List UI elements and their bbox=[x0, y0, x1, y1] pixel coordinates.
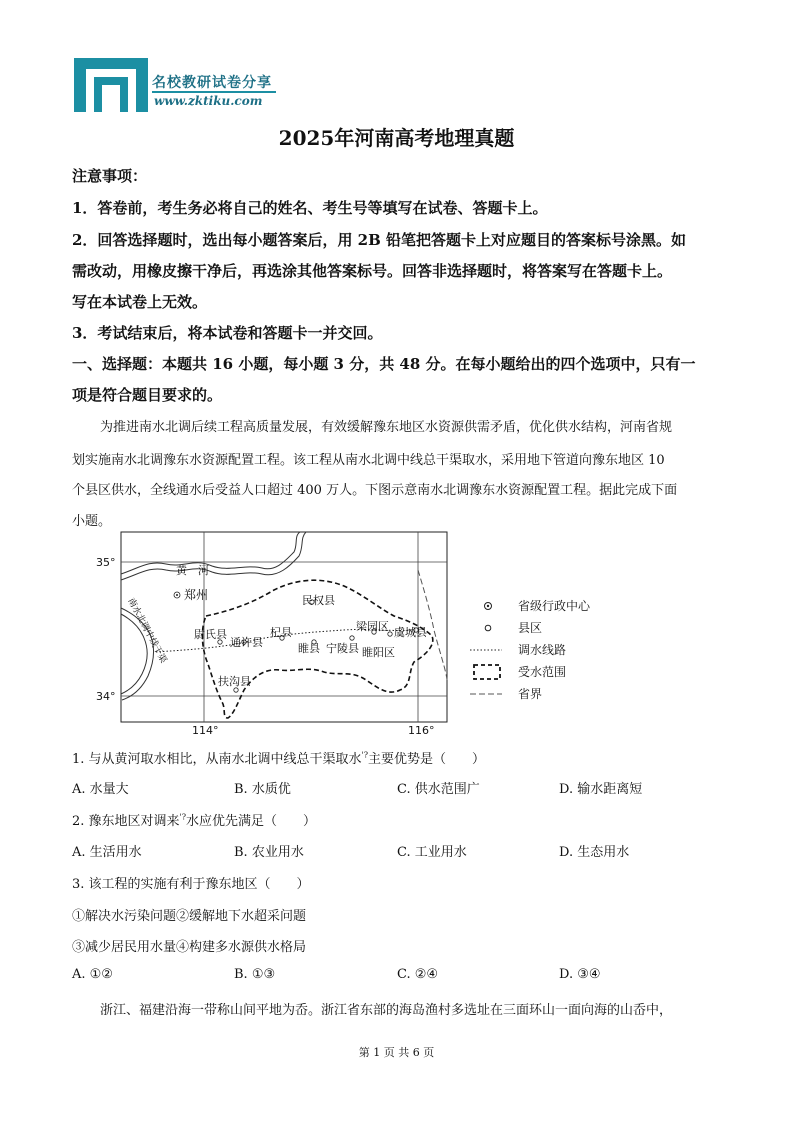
question-1-option-b: B. 水质优 bbox=[234, 782, 291, 797]
question-2-option-a: A. 生活用水 bbox=[72, 845, 142, 860]
county-circle-icon bbox=[468, 620, 502, 636]
dotted-line-icon bbox=[468, 642, 502, 658]
dash-line-icon bbox=[468, 686, 502, 702]
section-heading: 项是符合题目要求的。 bbox=[72, 386, 223, 404]
passage-line: 小题。 bbox=[72, 514, 112, 529]
passage-2-line: 浙江、福建沿海一带称山间平地为岙。浙江省东部的海岛渔村多选址在三面环山一面向海的山岙中， bbox=[100, 1003, 673, 1018]
question-3-option-d: D. ③④ bbox=[559, 967, 601, 982]
suiyang-label: 睢阳区 bbox=[362, 646, 395, 659]
tongxu-label: 通许县 bbox=[230, 636, 263, 649]
notice-line: 3．考试结束后，将本试卷和答题卡一并交回。 bbox=[72, 324, 383, 342]
notice-line: 写在本试卷上无效。 bbox=[72, 293, 208, 311]
question-1-option-c: C. 供水范围广 bbox=[397, 782, 480, 797]
yellow-river-label: 黄 河 bbox=[176, 564, 209, 577]
lon-114-label: 114° bbox=[192, 724, 219, 737]
notice-line: 1．答卷前，考生务必将自己的姓名、考生号等填写在试卷、答题卡上。 bbox=[72, 199, 548, 217]
lat-34-label: 34° bbox=[96, 690, 116, 703]
question-1-option-a: A. 水量大 bbox=[72, 782, 129, 797]
dashed-box-icon bbox=[468, 664, 502, 680]
water-project-map bbox=[94, 530, 454, 740]
logo-emblem bbox=[74, 58, 148, 112]
question-3-option-a: A. ①② bbox=[72, 967, 113, 982]
exam-title: 2025年河南高考地理真题 bbox=[278, 126, 515, 150]
notice-line: 需改动，用橡皮擦干净后，再选涂其他答案标号。回答非选择题时，将答案写在答题卡上。 bbox=[72, 262, 673, 280]
section-heading: 一、选择题：本题共 16 小题，每小题 3 分，共 48 分。在每小题给出的四个选项中，只有一 bbox=[72, 355, 696, 373]
logo-divider bbox=[152, 91, 276, 93]
zhengzhou-label: 郑州 bbox=[184, 588, 209, 602]
capital-dot-icon bbox=[468, 598, 502, 614]
qixian-label: 杞县 bbox=[270, 626, 292, 639]
passage-line: 划实施南水北调豫东水资源配置工程。该工程从南水北调中线总干渠取水，采用地下管道向豫东地区 10 bbox=[72, 453, 665, 468]
notice-heading: 注意事项： bbox=[72, 167, 148, 185]
passage-line: 个县区供水，全线通水后受益人口超过 400 万人。下图示意南水北调豫东水资源配置工程。据此完成下面 bbox=[72, 483, 678, 498]
map-legend: 省级行政中心 县区 调水线路 受水范围 省界 bbox=[468, 596, 628, 706]
fugou-label: 扶沟县 bbox=[218, 675, 251, 688]
lat-35-label: 35° bbox=[96, 556, 116, 569]
question-2-option-d: D. 生态用水 bbox=[559, 845, 630, 860]
question-2-stem: 2. 豫东地区对调来'?水应优先满足（ ） bbox=[72, 812, 317, 829]
question-3-items: ①解决水污染问题②缓解地下水超采问题 bbox=[72, 909, 307, 924]
lon-116-label: 116° bbox=[408, 724, 435, 737]
publisher-logo bbox=[74, 58, 276, 112]
question-2-option-c: C. 工业用水 bbox=[397, 845, 467, 860]
page-footer: 第 1 页 共 6 页 bbox=[358, 1046, 435, 1059]
question-3-option-c: C. ②④ bbox=[397, 967, 439, 982]
weishi-label: 尉氏县 bbox=[194, 628, 227, 641]
question-1-option-d: D. 输水距离短 bbox=[559, 782, 643, 797]
suixian-label: 睢县 bbox=[298, 642, 320, 655]
question-3-option-b: B. ①③ bbox=[234, 967, 276, 982]
minquan-label: 民权县 bbox=[302, 594, 335, 607]
ningling-label: 宁陵县 bbox=[326, 642, 359, 655]
question-3-items: ③减少居民用水量④构建多水源供水格局 bbox=[72, 940, 307, 955]
logo-name: 名校教研试卷分享 bbox=[152, 75, 272, 91]
liangyuan-label: 梁园区 bbox=[356, 620, 389, 633]
notice-line: 2．回答选择题时，选出每小题答案后，用 2B 铅笔把答题卡上对应题目的答案标号涂黑。如 bbox=[72, 231, 687, 249]
question-1-stem: 1. 与从黄河取水相比，从南水北调中线总干渠取水'?主要优势是（ ） bbox=[72, 750, 486, 767]
question-3-stem: 3. 该工程的实施有利于豫东地区（ ） bbox=[72, 877, 310, 892]
passage-line: 为推进南水北调后续工程高质量发展，有效缓解豫东地区水资源供需矛盾，优化供水结构，河南省规 bbox=[100, 420, 673, 435]
yucheng-label: 虞城县 bbox=[394, 626, 427, 639]
question-2-option-b: B. 农业用水 bbox=[234, 845, 304, 860]
canal-label: 南水北调中线干渠 bbox=[125, 596, 168, 665]
logo-url: www.zktiku.com bbox=[154, 94, 263, 108]
